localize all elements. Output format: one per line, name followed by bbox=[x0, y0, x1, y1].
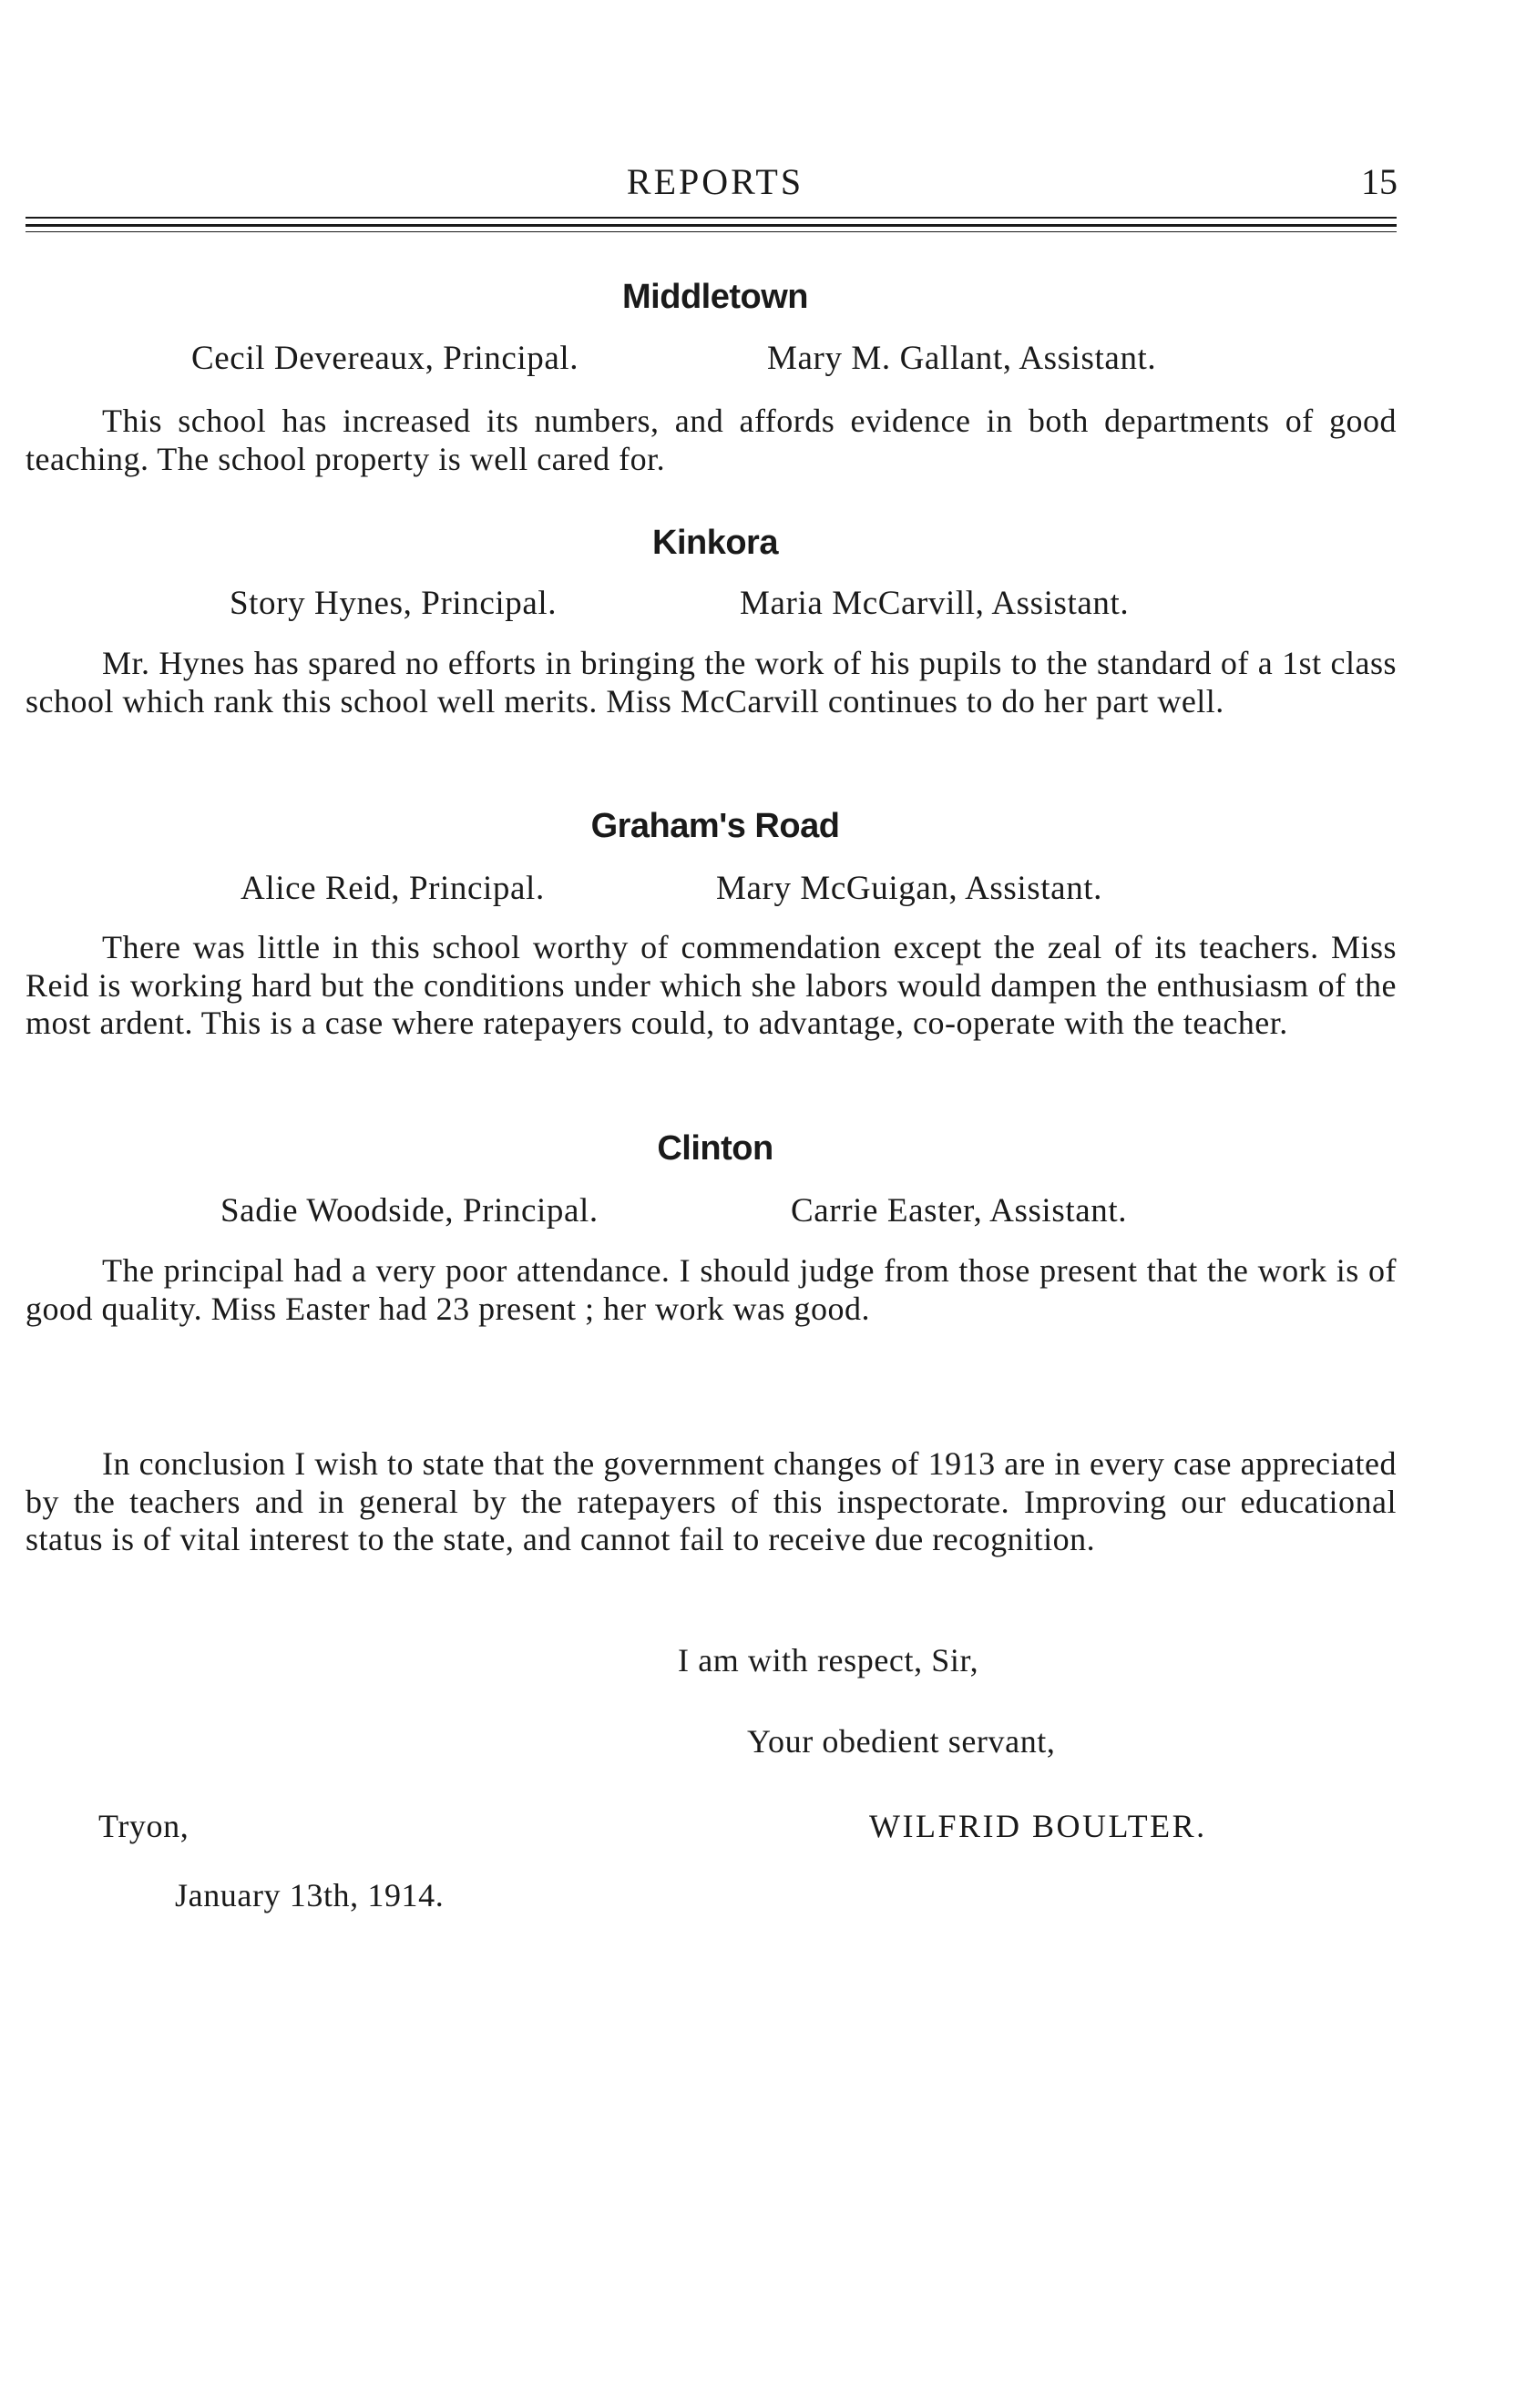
section-body-middletown: This school has increased its numbers, and affords evidence in both departments of good teaching. The school property is well cared for. bbox=[26, 403, 1397, 477]
closing-respect: I am with respect, Sir, bbox=[678, 1642, 979, 1678]
principal-name: Story Hynes, Principal. bbox=[230, 585, 558, 622]
page-header bbox=[0, 160, 1536, 206]
header-rule bbox=[26, 217, 1397, 219]
closing-date: January 13th, 1914. bbox=[175, 1877, 445, 1913]
header-rule bbox=[26, 231, 1397, 232]
principal-name: Cecil Devereaux, Principal. bbox=[191, 340, 579, 377]
section-body-grahams-road: There was little in this school worthy of commendation except the zeal of its teachers. Miss Reid is working hard but the conditions under which she labors would dampen the enthusiasm of the most ardent. This is a case where ratepayers could, to advantage, co-operate with the teacher. bbox=[26, 929, 1397, 1041]
assistant-name: Carrie Easter, Assistant. bbox=[791, 1192, 1128, 1230]
assistant-name: Mary McGuigan, Assistant. bbox=[716, 870, 1103, 907]
section-body-kinkora: Mr. Hynes has spared no efforts in bringing the work of his pupils to the standard of a 1st class school which rank this school well merits. Miss McCarvill continues to do her part well. bbox=[26, 645, 1397, 719]
page-number: 15 bbox=[1361, 161, 1398, 202]
conclusion-paragraph: In conclusion I wish to state that the government changes of 1913 are in every case appreciated by the teachers and in general by the ratepayers of this inspectorate. Improving our educational status is of vital interest to the state, and cannot fail to receive due recognition. bbox=[26, 1445, 1397, 1557]
assistant-name: Mary M. Gallant, Assistant. bbox=[767, 340, 1157, 377]
section-heading-grahams-road: Graham's Road bbox=[590, 807, 840, 845]
section-heading-middletown: Middletown bbox=[622, 278, 808, 316]
principal-name: Sadie Woodside, Principal. bbox=[220, 1192, 599, 1230]
closing-servant: Your obedient servant, bbox=[747, 1723, 1056, 1760]
header-rule bbox=[26, 224, 1397, 227]
running-head: REPORTS bbox=[626, 161, 804, 202]
signature: WILFRID BOULTER. bbox=[869, 1808, 1207, 1844]
section-heading-kinkora: Kinkora bbox=[652, 524, 778, 562]
closing-place: Tryon, bbox=[98, 1808, 189, 1844]
principal-name: Alice Reid, Principal. bbox=[241, 870, 545, 907]
section-body-clinton: The principal had a very poor attendance. I should judge from those present that the work is of good quality. Miss Easter had 23 present ; her work was good. bbox=[26, 1252, 1397, 1327]
section-heading-clinton: Clinton bbox=[657, 1129, 773, 1168]
assistant-name: Maria McCarvill, Assistant. bbox=[740, 585, 1130, 622]
